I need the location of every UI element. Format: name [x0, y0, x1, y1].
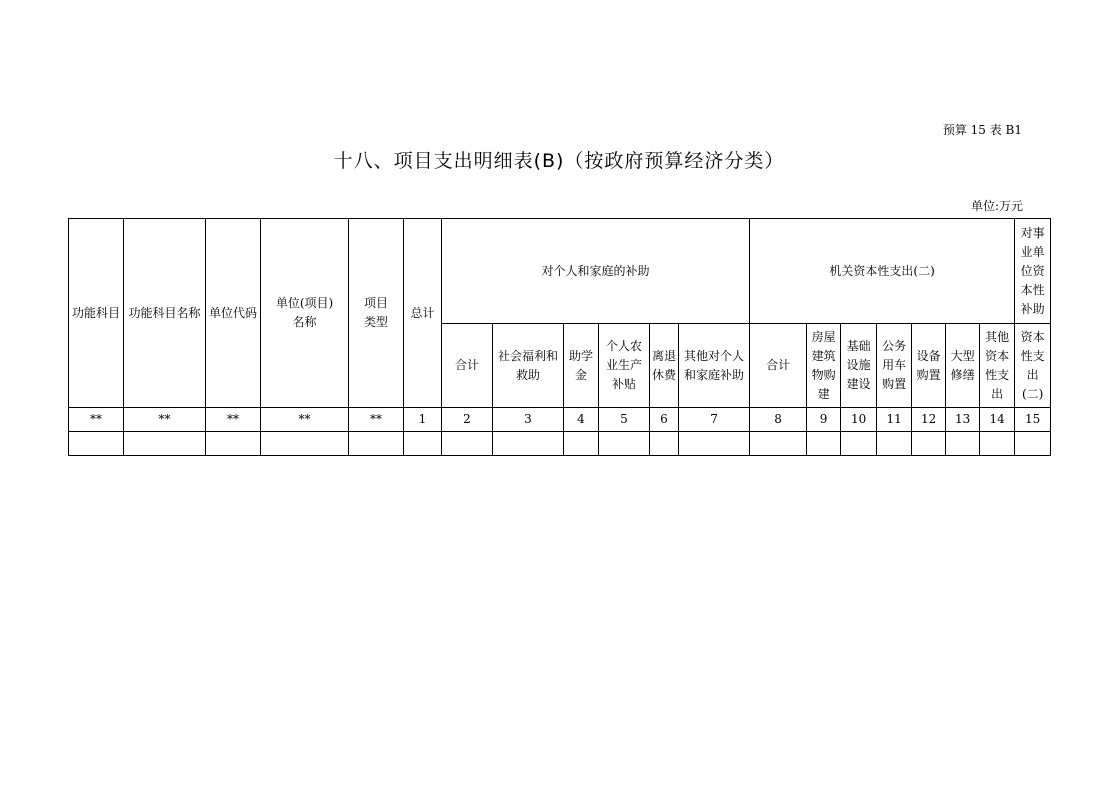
index-cell: 12 [912, 408, 946, 432]
index-cell: 8 [750, 408, 807, 432]
index-cell: 4 [564, 408, 599, 432]
index-row [69, 408, 1051, 432]
header-repair: 大型 修缮 [946, 324, 980, 408]
table-cell [404, 432, 442, 456]
header-vehicle: 公务 用车 购置 [877, 324, 912, 408]
table-cell [349, 432, 404, 456]
header-project-type: 项目 类型 [349, 219, 404, 408]
index-cell: ** [349, 408, 404, 432]
table-cell [980, 432, 1015, 456]
index-cell: 3 [493, 408, 564, 432]
header-equipment: 设备 购置 [912, 324, 946, 408]
index-cell: 9 [807, 408, 841, 432]
index-cell: 15 [1015, 408, 1051, 432]
header-agri-subsidy: 个人农 业生产 补贴 [599, 324, 650, 408]
header-other-personal: 其他对个人 和家庭补助 [679, 324, 750, 408]
table-cell [206, 432, 261, 456]
header-func-name: 功能科目名称 [124, 219, 206, 408]
index-cell: ** [69, 408, 124, 432]
header-social-welfare: 社会福利和 救助 [493, 324, 564, 408]
table-cell [946, 432, 980, 456]
table-cell [877, 432, 912, 456]
index-cell: 7 [679, 408, 750, 432]
index-cell: ** [206, 408, 261, 432]
budget-table [68, 218, 1051, 456]
table-cell [1015, 432, 1051, 456]
page-title: 十八、项目支出明细表(B)（按政府预算经济分类） [333, 150, 785, 172]
header-total: 总计 [404, 219, 442, 408]
header-unit-name: 单位(项目) 名称 [261, 219, 349, 408]
index-cell: 10 [841, 408, 877, 432]
index-cell: 11 [877, 408, 912, 432]
header-capital-total: 合计 [750, 324, 807, 408]
empty-data-row [69, 432, 1051, 456]
table-cell [750, 432, 807, 456]
table-cell [124, 432, 206, 456]
index-cell: ** [124, 408, 206, 432]
header-building: 房屋 建筑 物购 建 [807, 324, 841, 408]
table-cell [679, 432, 750, 456]
header-group-personal: 对个人和家庭的补助 [442, 219, 750, 324]
index-cell: 2 [442, 408, 493, 432]
index-cell: 6 [650, 408, 679, 432]
header-group-subsidy: 对事 业单 位资 本性 补助 [1015, 219, 1051, 324]
table-cell [69, 432, 124, 456]
header-group-capital: 机关资本性支出(二) [750, 219, 1015, 324]
table-cell [564, 432, 599, 456]
header-unit-code: 单位代码 [206, 219, 261, 408]
unit-label: 单位:万元 [970, 199, 1023, 213]
table-cell [442, 432, 493, 456]
header-func-code: 功能科目 [69, 219, 124, 408]
table-cell [493, 432, 564, 456]
table-cell [841, 432, 877, 456]
index-cell: 5 [599, 408, 650, 432]
header-capital-subsidy: 资本 性支 出 (二) [1015, 324, 1051, 408]
table-cell [650, 432, 679, 456]
table-cell [599, 432, 650, 456]
header-infrastructure: 基础 设施 建设 [841, 324, 877, 408]
header-retirement: 离退 休费 [650, 324, 679, 408]
index-cell: 1 [404, 408, 442, 432]
table-code: 预算 15 表 B1 [942, 123, 1022, 137]
index-cell: 14 [980, 408, 1015, 432]
table-cell [261, 432, 349, 456]
index-cell: ** [261, 408, 349, 432]
header-student-aid: 助学 金 [564, 324, 599, 408]
index-cell: 13 [946, 408, 980, 432]
header-row-1 [69, 219, 1051, 324]
header-other-capital: 其他 资本 性支 出 [980, 324, 1015, 408]
table-cell [912, 432, 946, 456]
table-cell [807, 432, 841, 456]
header-personal-total: 合计 [442, 324, 493, 408]
